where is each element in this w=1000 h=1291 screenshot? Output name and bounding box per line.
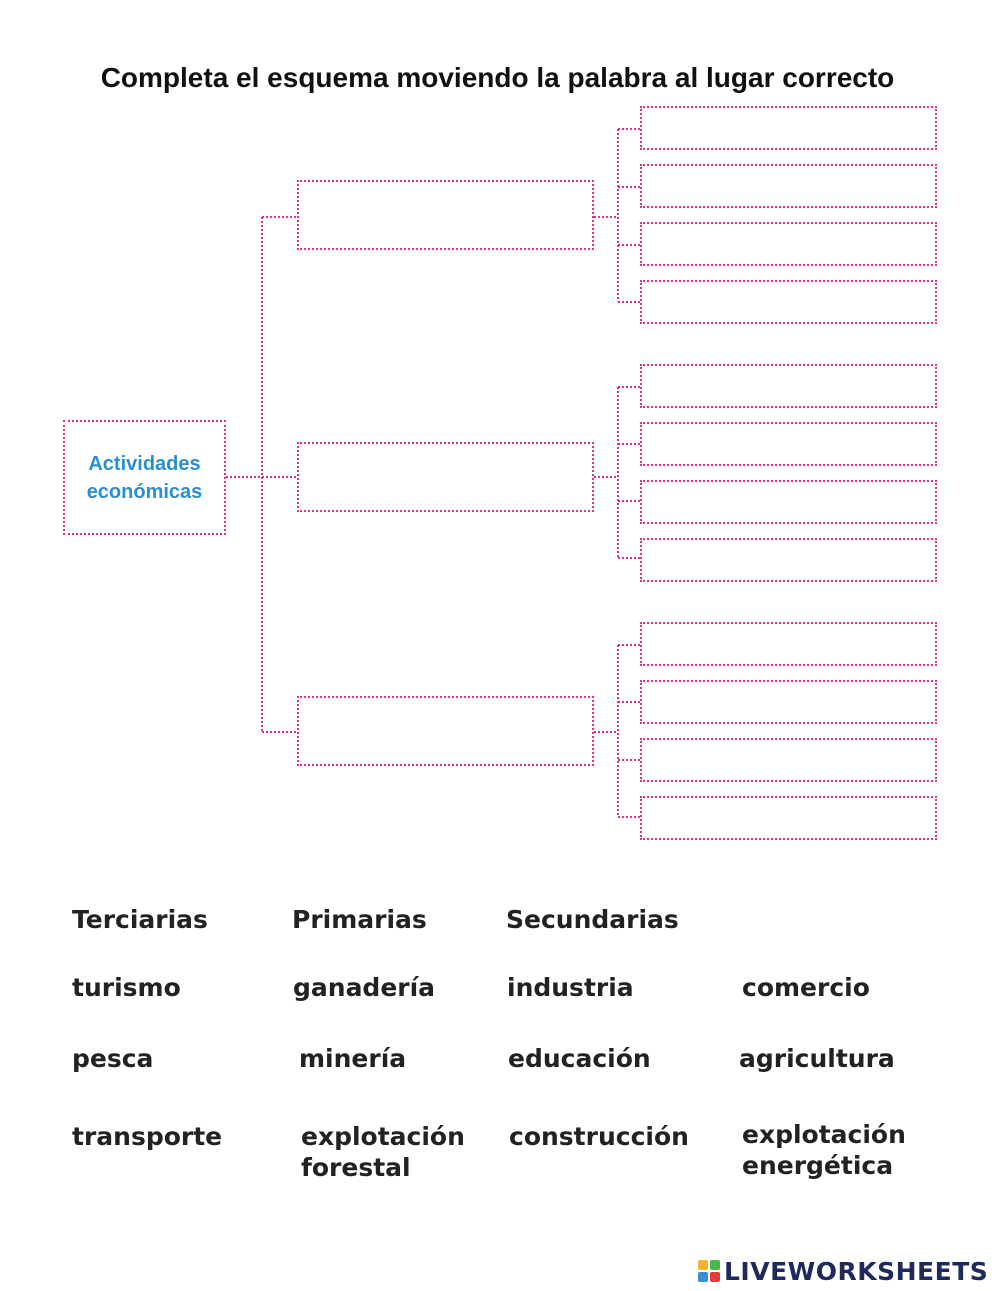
draggable-word[interactable]: transporte [72, 1122, 223, 1151]
logo-tile [698, 1272, 708, 1282]
root-label: Actividades económicas [86, 452, 203, 503]
branch-3-connector [594, 645, 640, 817]
liveworksheets-logo-icon [698, 1260, 720, 1282]
draggable-word[interactable]: turismo [72, 973, 181, 1002]
category-drop-2[interactable] [297, 442, 594, 512]
leaf-drop-1-2[interactable] [640, 164, 937, 208]
leaf-drop-2-3[interactable] [640, 480, 937, 524]
leaf-drop-2-2[interactable] [640, 422, 937, 466]
leaf-drop-1-1[interactable] [640, 106, 937, 150]
brand-name: LIVEWORKSHEETS [724, 1256, 989, 1286]
draggable-word[interactable]: comercio [742, 973, 870, 1002]
leaf-drop-3-2[interactable] [640, 680, 937, 724]
draggable-word[interactable]: explotación forestal [301, 1122, 465, 1182]
draggable-word[interactable]: Secundarias [506, 905, 679, 934]
draggable-word[interactable]: ganadería [293, 973, 436, 1002]
leaf-drop-2-1[interactable] [640, 364, 937, 408]
page-title: Completa el esquema moviendo la palabra al lugar correcto [100, 62, 895, 93]
category-drop-3[interactable] [297, 696, 594, 766]
leaf-drop-2-4[interactable] [640, 538, 937, 582]
category-drop-1[interactable] [297, 180, 594, 250]
leaf-drop-3-3[interactable] [640, 738, 937, 782]
branch-1-connector [594, 129, 640, 302]
logo-tile [698, 1260, 708, 1270]
root-box [63, 420, 226, 535]
draggable-word[interactable]: agricultura [739, 1044, 895, 1073]
leaf-drop-3-4[interactable] [640, 796, 937, 840]
draggable-word[interactable]: minería [299, 1044, 407, 1073]
leaf-drop-3-1[interactable] [640, 622, 937, 666]
draggable-word[interactable]: Terciarias [72, 905, 208, 934]
draggable-word[interactable]: pesca [72, 1044, 154, 1073]
draggable-word[interactable]: construcción [509, 1122, 689, 1151]
liveworksheets-brand [698, 1254, 988, 1288]
leaf-drop-1-4[interactable] [640, 280, 937, 324]
logo-tile [710, 1260, 720, 1270]
draggable-word[interactable]: explotación energética [742, 1120, 906, 1180]
draggable-word[interactable]: industria [507, 973, 634, 1002]
draggable-word[interactable]: educación [508, 1044, 651, 1073]
logo-tile [710, 1272, 720, 1282]
leaf-drop-1-3[interactable] [640, 222, 937, 266]
draggable-word[interactable]: Primarias [292, 905, 427, 934]
branch-2-connector [594, 387, 640, 558]
